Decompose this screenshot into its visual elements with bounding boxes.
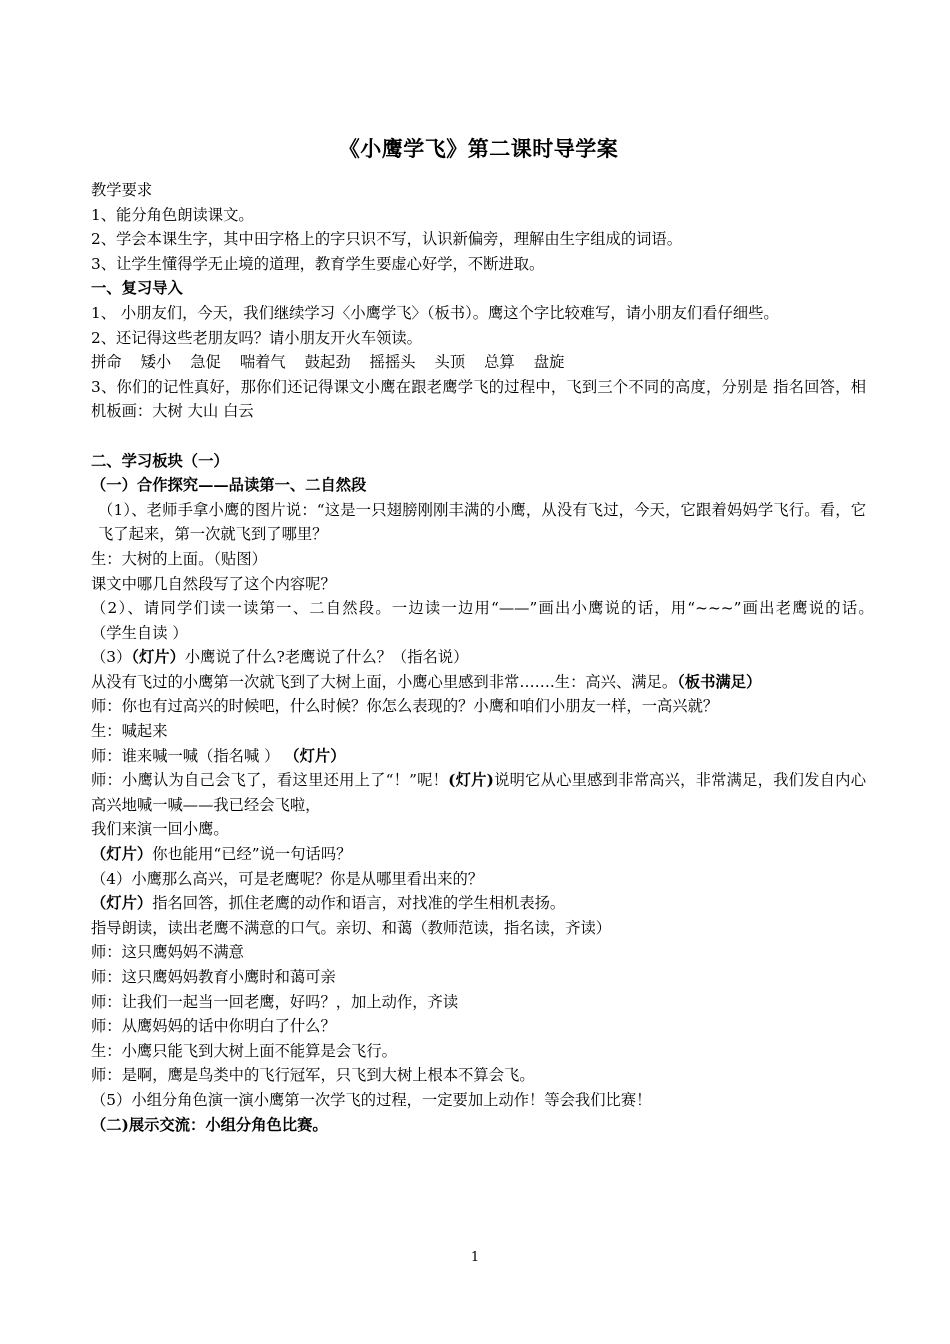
vocabulary-word: 总算 [484,353,515,372]
paragraph: 指导朗读，读出老鹰不满意的口气。亲切、和蔼（教师范读，指名读，齐读） [91,918,612,937]
section-heading: 二、学习板块（一） [91,451,229,470]
paragraph-text: 小鹰说了什么?老鹰说了什么？（指名说） [184,648,469,667]
section-heading-requirements: 教学要求 [91,181,153,199]
paragraph [91,768,866,817]
vocabulary-word: 摇摇头 [369,353,416,372]
section-heading: 一、复习导入 [91,279,183,298]
paragraph: （5）小组分角色演一演小鹰第一次学飞的过程，一定要加上动作！等会我们比赛！ [91,1090,652,1109]
paragraph-text: 说明它从心里感到非常高兴，非常满足，我们发自内心高兴地喊一喊——我已经会飞啦， [91,771,866,814]
document-body [91,178,912,1137]
vocabulary-word: 矮小 [140,353,172,372]
paragraph [91,891,866,916]
slide-marker: （灯片） [91,894,153,913]
requirement-item: 1、能分角色朗读课文。 [91,205,254,224]
paragraph: 师：是啊，鹰是鸟类中的飞行冠军，只飞到大树上根本不算会飞。 [91,1066,535,1085]
vocabulary-word: 拼命 [91,353,122,372]
paragraph: 师：让我们一起当一回老鹰，好吗？，加上动作，齐读 [91,992,459,1011]
paragraph: 师：你也有过高兴的时候吧，什么时候？你怎么表现的？小鹰和咱们小朋友一样，一高兴就？ [91,697,719,716]
paragraph-text: 师：谁来喊一喊（指名喊 ） [91,746,285,765]
paragraph: 师：这只鹰妈妈教育小鹰时和蔼可亲 [91,968,336,986]
paragraph-text: 从没有飞过的小鹰第一次就飞到了大树上面，小鹰心里感到非常…….生：高兴、满足。 [91,672,678,691]
paragraph: （2）、请同学们读一读第一、二自然段。一边读一边用“——”画出小鹰说的话，用“~~~”画出老鹰说的话。 （学生自读 ） [91,599,912,642]
vocabulary-word: 盘旋 [533,353,565,372]
requirement-item: 2、学会本课生字，其中田字格上的字只识不写，认识新偏旁，理解由生字组成的词语。 [91,230,683,249]
vocabulary-word: 急促 [190,353,221,372]
step-label: （3） [91,648,132,667]
paragraph [91,842,866,867]
requirement-item: 3、让学生懂得学无止境的道理，教育学生要虚心好学，不断进取。 [91,254,545,273]
paragraph [91,670,866,695]
paragraph: （1）、老师手拿小鹰的图片说：“这是一只翅膀刚刚丰满的小鹰，从没有飞过，今天，它跟着妈妈学飞行。看，它飞了起来，第一次就飞到了哪里？ [98,500,866,544]
paragraph: 生：喊起来 [91,722,168,741]
slide-marker: (灯片) [448,771,494,790]
vocabulary-word: 鼓起劲 [304,353,351,372]
paragraph: 1、 小朋友们，今天，我们继续学习〈小鹰学飞〉（板书）。鹰这个字比较难写，请小朋友们看仔细些。 [91,303,779,322]
paragraph: （4）小鹰那么高兴，可是老鹰呢？你是从哪里看出来的？ [91,869,484,888]
paragraph: 3、你们的记性真好，那你们还记得课文小鹰在跟老鹰学飞的过程中，飞到三个不同的高度，分别是 指名回答，相机板画：大树 大山 白云 [91,377,866,421]
slide-marker: （灯片） [284,746,346,765]
paragraph: 生：小鹰只能飞到大树上面不能算是会飞行。 [91,1041,397,1060]
paragraph [91,645,866,670]
paragraph: 生：大树的上面。（贴图） [91,549,267,568]
paragraph: 师：这只鹰妈妈不满意 [91,943,244,962]
paragraph: 我们来演一回小鹰。 [91,820,229,839]
paragraph: 师：从鹰妈妈的话中你明白了什么？ [91,1017,336,1036]
subsection-heading: （二)展示交流：小组分角色比赛。 [91,1115,328,1134]
blank-line [91,424,866,449]
board-note: （板书满足） [677,672,762,691]
paragraph-text: 师：小鹰认为自己会飞了，看这里还用上了“！”呢！ [91,771,449,790]
slide-marker: （灯片） [131,648,185,667]
paragraph-text: 指名回答，抓住老鹰的动作和语言，对找准的学生相机表扬。 [152,894,566,913]
paragraph [91,744,866,769]
paragraph: 课文中哪几自然段写了这个内容呢？ [91,574,336,593]
vocabulary-list [91,350,866,375]
page-number: 1 [470,1250,480,1265]
paragraph: 2、还记得这些老朋友吗？请小朋友开火车领读。 [91,328,422,347]
paragraph-text: 你也能用“已经”说一句话吗？ [152,845,352,864]
subsection-heading: （一）合作探究——品读第一、二自然段 [91,476,367,495]
vocabulary-word: 头顶 [434,353,466,372]
document-title: 《小鹰学飞》第二课时导学案 [338,136,619,161]
slide-marker: （灯片） [91,845,153,864]
vocabulary-word: 喘着气 [239,353,286,372]
